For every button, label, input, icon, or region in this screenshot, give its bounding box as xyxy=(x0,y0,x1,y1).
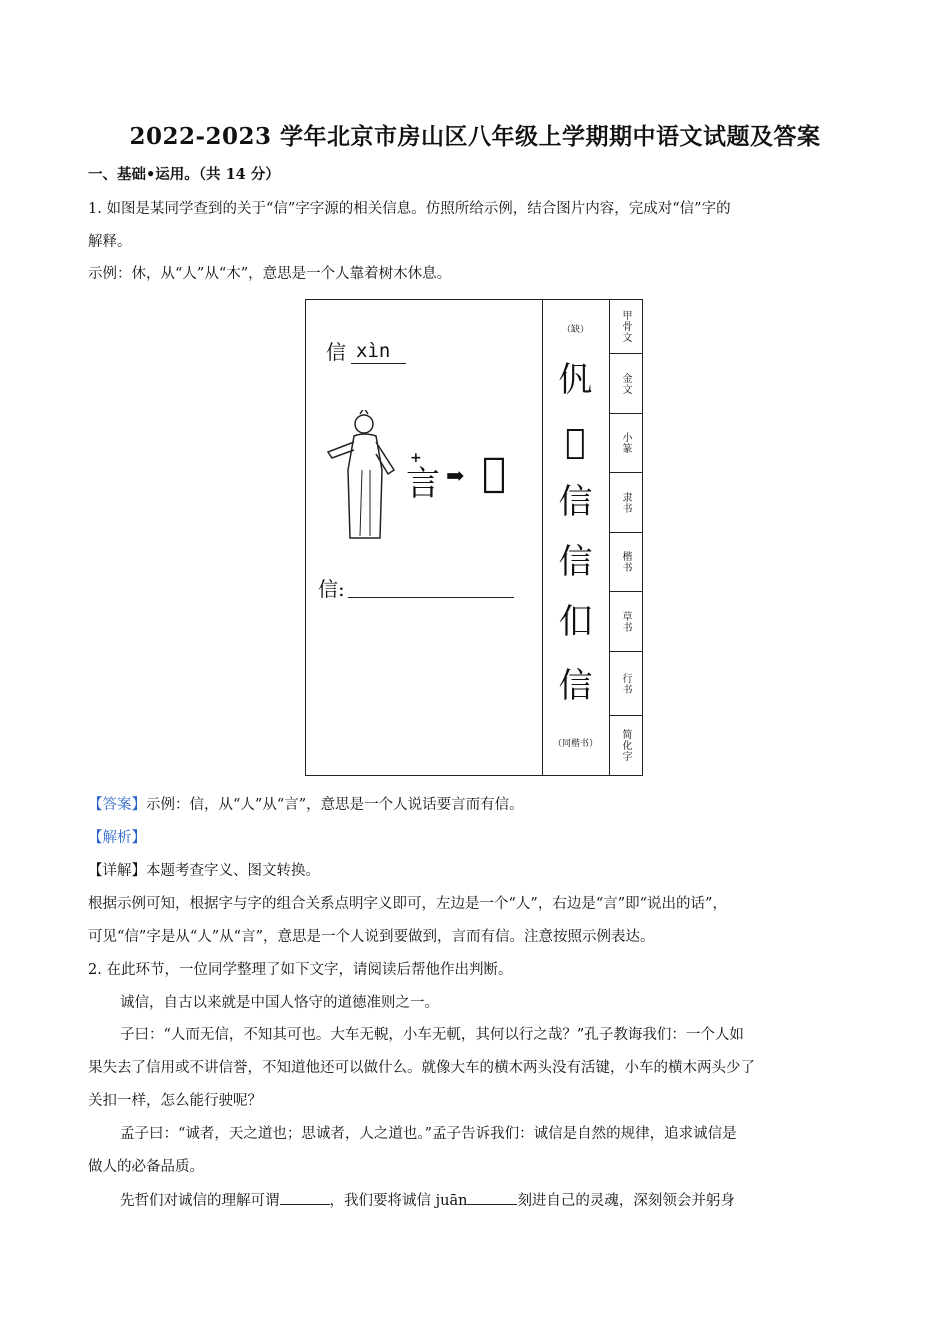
q1-prompt-line2: 解释。 xyxy=(88,234,132,250)
component-yan: 言 xyxy=(406,464,440,504)
blank-line-1[interactable] xyxy=(280,1190,330,1205)
pinyin-underline xyxy=(351,363,406,364)
glyph-xiaozhuan: 𠎝 xyxy=(565,422,586,462)
glyph-kaishu: 信 xyxy=(558,542,593,582)
glyph-xingshu: 信 xyxy=(558,666,593,706)
label-jiaguwen: 甲骨文 xyxy=(609,300,642,354)
fill-blank-line xyxy=(348,597,514,598)
q2-paragraph2-line3: 关扣一样，怎么能行驶呢？ xyxy=(88,1093,262,1109)
detail-line1 xyxy=(88,861,320,881)
detail-line3: 可见“信”字是从“人”从“言”，意思是一个人说到要做到，言而有信。注意按照示例表达。 xyxy=(88,929,655,945)
q2-paragraph1: 诚信，自古以来就是中国人恪守的道德准则之一。 xyxy=(120,995,439,1011)
q2-p4-part-c: 刻进自己的灵魂，深刻领会并躬身 xyxy=(517,1193,735,1209)
standing-person-icon xyxy=(324,410,402,545)
label-lishu: 隶书 xyxy=(609,473,642,533)
label-kaishu: 楷书 xyxy=(609,533,642,592)
blank-line-2[interactable] xyxy=(467,1190,517,1205)
answer-text: 示例：信，从“人”从“言”，意思是一个人说话要言而有信。 xyxy=(146,797,524,813)
glyph-column xyxy=(542,300,610,775)
q2-paragraph2-line1: 子曰：“人而无信，不知其可也。大车无輗，小车无軏，其何以行之哉？”孔子教诲我们：一个人如 xyxy=(120,1027,744,1043)
answer-line xyxy=(88,795,524,815)
glyph-jinwen: 𠆩 xyxy=(558,360,593,400)
character-origin-figure xyxy=(305,299,643,776)
q2-prompt: 2. 在此环节，一位同学整理了如下文字，请阅读后帮他作出判断。 xyxy=(88,962,513,978)
label-xingshu: 行书 xyxy=(609,652,642,716)
section-heading: 一、基础•运用。（共 14 分） xyxy=(88,166,280,183)
q1-prompt-line1: 1. 如图是某同学查到的关于“信”字字源的相关信息。仿照所给示例，结合图片内容，完成对“信”字的 xyxy=(88,201,731,217)
detail-line2: 根据示例可知，根据字与字的组合关系点明字义即可，左边是一个“人”，右边是“言”即“说出的话”， xyxy=(88,896,727,912)
seal-xin-char: 𠎝 xyxy=(482,450,507,496)
label-jinwen: 金文 xyxy=(609,354,642,414)
label-caoshu: 草书 xyxy=(609,592,642,652)
missing-note: （缺） xyxy=(561,325,589,335)
q2-paragraph3-line2: 做人的必备品质。 xyxy=(88,1159,204,1175)
glyph-lishu: 信 xyxy=(558,482,593,522)
plus-sign: + xyxy=(410,450,422,466)
answer-tag: 【答案】 xyxy=(88,797,146,813)
detail-text: 本题考查字义、图文转换。 xyxy=(146,863,320,879)
q2-paragraph2-line2: 果失去了信用或不讲信誉，不知道他还可以做什么。就像大车的横木两头没有活键，小车的横木两头少了 xyxy=(88,1060,755,1076)
q2-paragraph3-line1: 孟子曰：“诚者，天之道也；思诚者，人之道也。”孟子告诉我们：诚信是自然的规律，追求诚信是 xyxy=(120,1126,737,1142)
label-xiaozhuan: 小篆 xyxy=(609,414,642,473)
fill-label: 信: xyxy=(318,577,345,601)
figure-head-char: 信 xyxy=(326,340,346,364)
glyph-caoshu: 㐰 xyxy=(558,602,593,642)
label-jianhuazi: 简化字 xyxy=(620,729,631,762)
q2-p4-part-b: ，我们要将诚信 juān xyxy=(329,1193,468,1209)
script-label-column xyxy=(609,300,642,775)
figure-pinyin: xìn xyxy=(356,340,391,362)
page-title: 2022-2023 学年北京市房山区八年级上学期期中语文试题及答案 xyxy=(129,123,821,150)
q2-paragraph4 xyxy=(120,1190,735,1211)
figure-illustration-panel xyxy=(306,300,543,775)
q1-example: 示例：休，从“人”从“木”，意思是一个人靠着树木休息。 xyxy=(88,266,452,282)
detail-tag: 【详解】 xyxy=(88,863,146,879)
q2-p4-part-a: 先哲们对诚信的理解可谓 xyxy=(120,1193,280,1209)
right-arrow-icon: ➡ xyxy=(446,464,465,489)
same-note: （同楷书） xyxy=(552,739,598,749)
analysis-tag: 【解析】 xyxy=(88,830,146,846)
